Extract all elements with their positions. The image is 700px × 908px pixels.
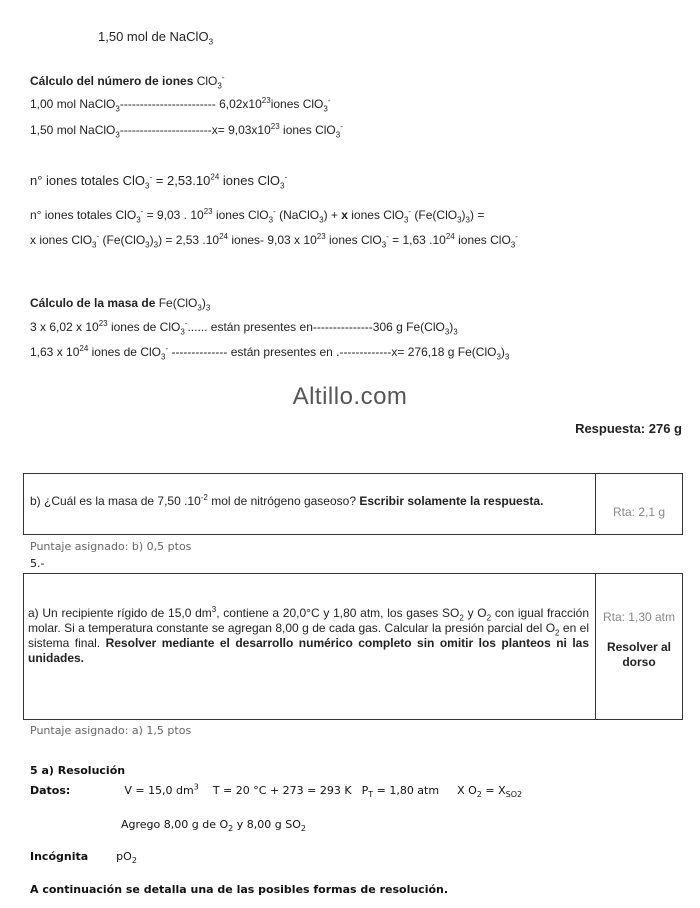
question-5-number: 5.- (30, 557, 45, 570)
resolver-al-dorso: Resolver al dorso (606, 640, 672, 669)
total-iones-line: n° iones totales $ClO_3^- = 2,53.10^{24}$ iones ClO$_3$- (30, 172, 288, 191)
puntaje-a: Puntaje asignado: a) 1,5 ptos (30, 724, 192, 737)
question-5-box (23, 573, 683, 720)
datos-line: Datos: V = 15,0 $dm^3$ T = 20 °C + 273 = 293 K $P_T = 1,80$ atm X $O_2 = X_{SO2}$ (30, 782, 523, 800)
watermark: Altillo.com (292, 383, 408, 410)
masa-line-1: 3 x 6,02 x $10^{23}$ iones de ClO$_3$-...... están presentes en---------------306 g $Fe(ClO_3)_3$ (30, 319, 458, 337)
section-title-iones: Cálculo del número de iones ClO$_3$- (30, 73, 225, 91)
incognita-line: Incógnita $pO_2$ (30, 850, 137, 866)
section-title-masa: Cálculo de la masa de $Fe(ClO_3)_3$ (30, 296, 211, 313)
line-naclo3-2: 1,50 mol NaClO$_3$-----------------------x= $9,03x10^{23}$ iones ClO$_3$- (30, 122, 343, 140)
question-5-answer: Rta: 1,30 atm (602, 610, 676, 624)
question-b-text: b) ¿Cuál es la masa de 7,50 $.10^{-2}$ mol de nitrógeno gaseoso? Escribir solamente la respuesta. (24, 474, 596, 534)
puntaje-b: Puntaje asignado: b) 0,5 ptos (30, 540, 192, 553)
agrego-line: Agrego 8,00 g de $O_2$ y 8,00 g $SO_2$ (121, 818, 306, 834)
question-b-box (23, 473, 683, 535)
resolucion-title: 5 a) Resolución (30, 764, 126, 777)
final-note: A continuación se detalla una de las posibles formas de resolución. (30, 883, 449, 896)
equation-line-2: x iones ClO$_3$- $(Fe(ClO_3)_3) = 2,53$ $.10^{24}$ iones- 9,03 x $10^{23}$ iones ClO$_3$- = 1,63 $.10^{24}$ iones ClO$_3$- (30, 232, 518, 250)
question-b-answer: Rta: 2,1 g (612, 505, 666, 519)
question-5-text: a) Un recipiente rígido de 15,0 $dm^3$, contiene a 20,0°C y 1,80 atm, los gases $SO_2$ y $O_2$ con igual fracción molar. Si a temperatura constante se agregan 8,00 g de cada gas. Calcular la presión parcial del $O_2$ en el sistema final. Resolver mediante el desarrollo numérico completo sin omitir los planteos ni las unidades. (24, 574, 596, 719)
line-naclo3-1: 1,00 mol NaClO$_3$------------------------ $6,02x10^{23}iones$ ClO$_3$- (30, 96, 331, 114)
nacl-line: 1,50 mol de NaClO$_3$ (98, 29, 214, 47)
question-5-answer-col (596, 574, 682, 719)
equation-line-1: n° iones totales ClO$_3$- = 9,03 . $10^{23}$ iones ClO$_3$- (NaClO$_3$) + x iones ClO$_3$- $(Fe(ClO_3)_3)$ = (30, 207, 485, 225)
masa-line-2: 1,63 x $10^{24}$ iones de ClO$_3$- -------------- están presentes en .-------------x= 276,18 g $Fe(ClO_3)_3$ (30, 344, 510, 362)
respuesta: Respuesta: 276 g (575, 421, 682, 436)
